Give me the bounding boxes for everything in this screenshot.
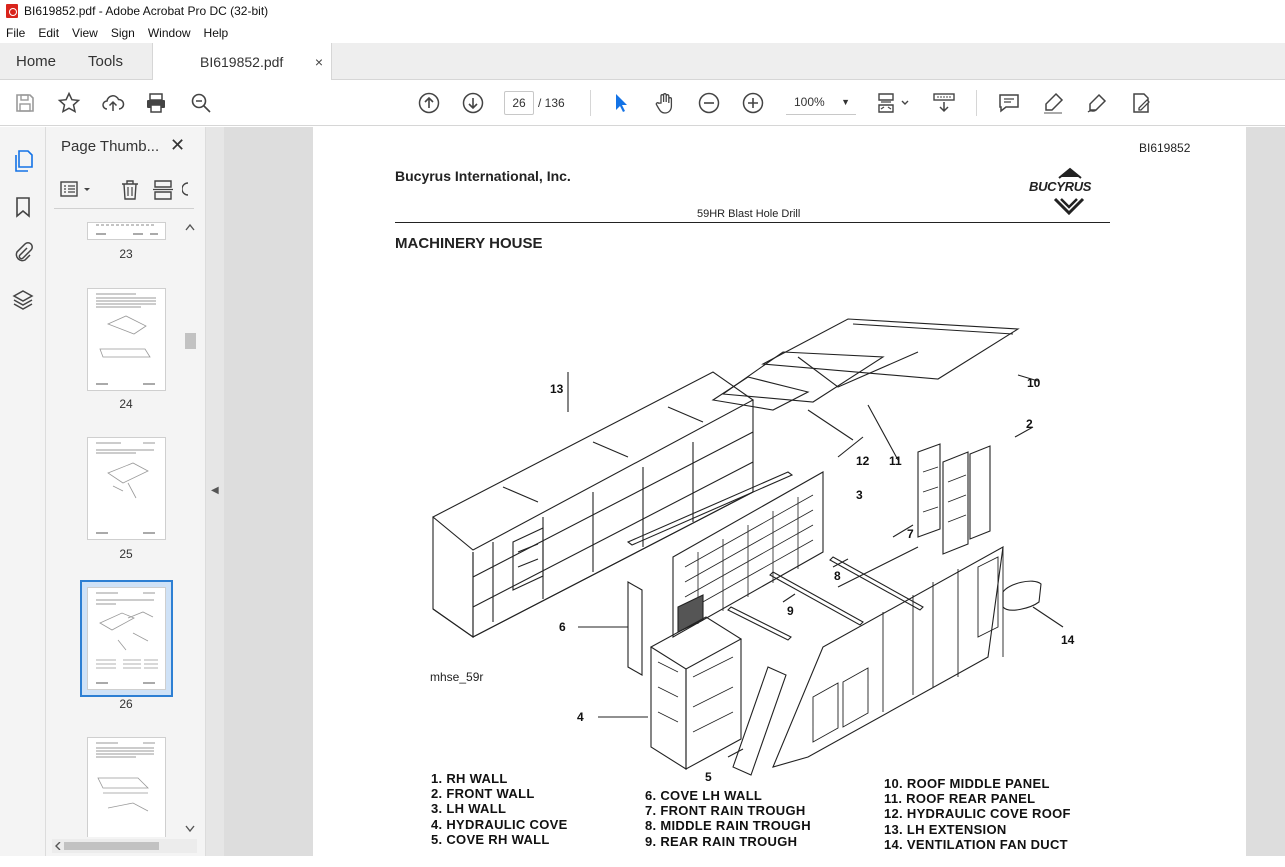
page-number-input[interactable]: 26 — [504, 91, 534, 115]
thumbnail-scrollbar[interactable] — [183, 223, 197, 833]
chevron-down-icon: ▼ — [841, 97, 850, 107]
page-total: / 136 — [538, 96, 565, 110]
document-view — [224, 127, 1285, 856]
hand-tool-icon[interactable] — [653, 91, 677, 115]
machinery-house-diagram — [413, 277, 1133, 777]
toolbar-divider — [976, 90, 977, 116]
figure-label: mhse_59r — [430, 670, 484, 684]
legend-item: 10. ROOF MIDDLE PANEL — [884, 776, 1050, 791]
scroll-left-icon[interactable] — [54, 842, 62, 850]
roof-middle-panel — [763, 319, 1018, 379]
select-cursor-icon[interactable] — [609, 91, 633, 115]
tab-row — [0, 43, 1285, 80]
legend-item: 4. HYDRAULIC COVE — [431, 816, 568, 832]
callout-6: 6 — [559, 620, 566, 634]
collapse-left-icon[interactable]: ◀ — [211, 485, 219, 496]
highlight-pen-icon[interactable] — [1041, 91, 1065, 115]
panel-title: Page Thumb... — [61, 138, 160, 155]
callout-10: 10 — [1027, 376, 1041, 390]
menu-edit[interactable]: Edit — [38, 25, 60, 40]
fill-sign-icon[interactable] — [1129, 91, 1153, 115]
menu-sign[interactable]: Sign — [110, 25, 135, 40]
page-thumbnails-panel — [46, 127, 206, 856]
left-navigation-rail — [0, 127, 46, 856]
scrollbar-thumb[interactable] — [185, 333, 196, 349]
bucyrus-logo — [1029, 167, 1111, 218]
legend-column-3 — [884, 776, 1071, 852]
tab-home[interactable]: Home — [16, 53, 57, 70]
middle-rain-trough — [770, 572, 863, 625]
bookmarks-icon[interactable] — [11, 195, 35, 219]
callout-9: 9 — [787, 604, 794, 618]
legend-item: 12. HYDRAULIC COVE ROOF — [884, 806, 1071, 822]
legend-item: 1. RH WALL — [431, 771, 508, 786]
legend-item: 5. COVE RH WALL — [431, 831, 550, 847]
scroll-mode-icon[interactable] — [932, 91, 956, 115]
zoom-level-select[interactable] — [786, 91, 856, 115]
toolbar — [0, 80, 1285, 126]
legend-column-2 — [645, 788, 811, 849]
menu-bar — [0, 22, 1285, 43]
save-icon[interactable] — [13, 91, 37, 115]
thumbnail-horizontal-scrollbar[interactable] — [52, 839, 197, 853]
zoom-search-icon[interactable] — [189, 91, 213, 115]
front-wall-panel — [918, 444, 940, 537]
cove-lh-wall — [628, 582, 642, 675]
rear-rain-trough — [728, 607, 791, 640]
menu-file[interactable]: File — [6, 25, 26, 40]
comment-icon[interactable] — [997, 91, 1021, 115]
legend-item: 2. FRONT WALL — [431, 786, 535, 802]
print-icon[interactable] — [144, 91, 168, 115]
zoom-level-value: 100% — [794, 95, 825, 109]
callout-12: 12 — [856, 454, 870, 468]
close-panel-icon[interactable]: ✕ — [170, 135, 186, 155]
page-thumbnail-25[interactable] — [87, 437, 166, 540]
tab-tools[interactable]: Tools — [88, 53, 124, 70]
legend-item: 8. MIDDLE RAIN TROUGH — [645, 818, 811, 834]
ventilation-fan-duct — [1003, 581, 1041, 610]
document-subtitle: 59HR Blast Hole Drill — [697, 208, 801, 220]
callout-13: 13 — [550, 382, 564, 396]
draw-sign-icon[interactable] — [1085, 91, 1109, 115]
window-title: BI619852.pdf - Adobe Acrobat Pro DC (32-bit) — [24, 4, 269, 18]
zoom-in-icon[interactable] — [741, 91, 765, 115]
callout-3: 3 — [856, 488, 863, 502]
page-thumbnail-24[interactable] — [87, 288, 166, 391]
panel-collapse-strip[interactable] — [206, 127, 224, 856]
front-rain-trough — [628, 472, 792, 545]
callout-7: 7 — [907, 527, 914, 541]
legend-item: 6. COVE LH WALL — [645, 788, 763, 803]
extract-pages-icon[interactable] — [152, 179, 174, 201]
bookmark-star-icon[interactable] — [57, 91, 81, 115]
page-thumbnail-23[interactable] — [87, 222, 166, 240]
page-thumbnail-27[interactable] — [87, 737, 166, 837]
scroll-down-icon[interactable] — [185, 825, 195, 833]
page-thumbnail-26[interactable] — [87, 587, 166, 690]
legend-item: 9. REAR RAIN TROUGH — [645, 833, 798, 849]
rotate-page-icon[interactable] — [182, 179, 194, 201]
callout-4: 4 — [577, 710, 584, 724]
previous-page-icon[interactable] — [417, 91, 441, 115]
tab-document-label: BI619852.pdf — [200, 54, 284, 70]
pdf-app-icon — [6, 4, 18, 18]
callout-8: 8 — [834, 569, 841, 583]
legend-column-1 — [431, 771, 568, 847]
legend-item: 14. VENTILATION FAN DUCT — [884, 836, 1068, 852]
toolbar-divider — [590, 90, 591, 116]
menu-help[interactable]: Help — [203, 25, 229, 40]
callout-11: 11 — [889, 454, 902, 468]
thumbnail-label: 25 — [119, 547, 133, 561]
title-bar — [0, 0, 1285, 22]
legend-item: 7. FRONT RAIN TROUGH — [645, 803, 806, 819]
section-title: MACHINERY HOUSE — [395, 235, 543, 252]
layers-icon[interactable] — [11, 288, 35, 312]
tab-document[interactable] — [152, 43, 332, 81]
logo-text: BUCYRUS — [1029, 179, 1092, 194]
document-id: BI619852 — [1139, 141, 1191, 155]
thumbnail-tools — [54, 173, 194, 209]
thumbnail-label: 23 — [119, 247, 133, 261]
legend-item: 13. LH EXTENSION — [884, 821, 1007, 837]
zoom-out-icon[interactable] — [697, 91, 721, 115]
hydraulic-cove-top — [651, 617, 741, 669]
thumbnail-options-icon[interactable] — [60, 179, 96, 201]
horizontal-scrollbar-thumb[interactable] — [64, 842, 159, 850]
upload-cloud-icon[interactable] — [101, 91, 125, 115]
pdf-page — [313, 127, 1246, 867]
delete-page-icon[interactable] — [119, 179, 141, 201]
menu-view[interactable]: View — [72, 25, 98, 40]
callout-2: 2 — [1026, 417, 1033, 431]
legend-item: 11. ROOF REAR PANEL — [884, 791, 1036, 807]
next-page-icon[interactable] — [461, 91, 485, 115]
rh-wall-panel — [773, 547, 1003, 767]
attachments-icon[interactable] — [11, 241, 35, 265]
callout-5: 5 — [705, 770, 712, 784]
callout-14: 14 — [1061, 633, 1075, 647]
scroll-up-icon[interactable] — [185, 223, 195, 231]
thumbnail-label: 24 — [119, 397, 133, 411]
legend-item: 3. LH WALL — [431, 801, 507, 817]
menu-window[interactable]: Window — [147, 25, 191, 40]
header-rule — [395, 222, 1110, 223]
close-tab-icon[interactable]: × — [314, 54, 323, 70]
thumbnail-label: 26 — [119, 697, 133, 711]
company-name: Bucyrus International, Inc. — [395, 168, 571, 184]
page-fit-icon[interactable] — [876, 91, 912, 115]
page-thumbnails-icon[interactable] — [11, 149, 35, 173]
